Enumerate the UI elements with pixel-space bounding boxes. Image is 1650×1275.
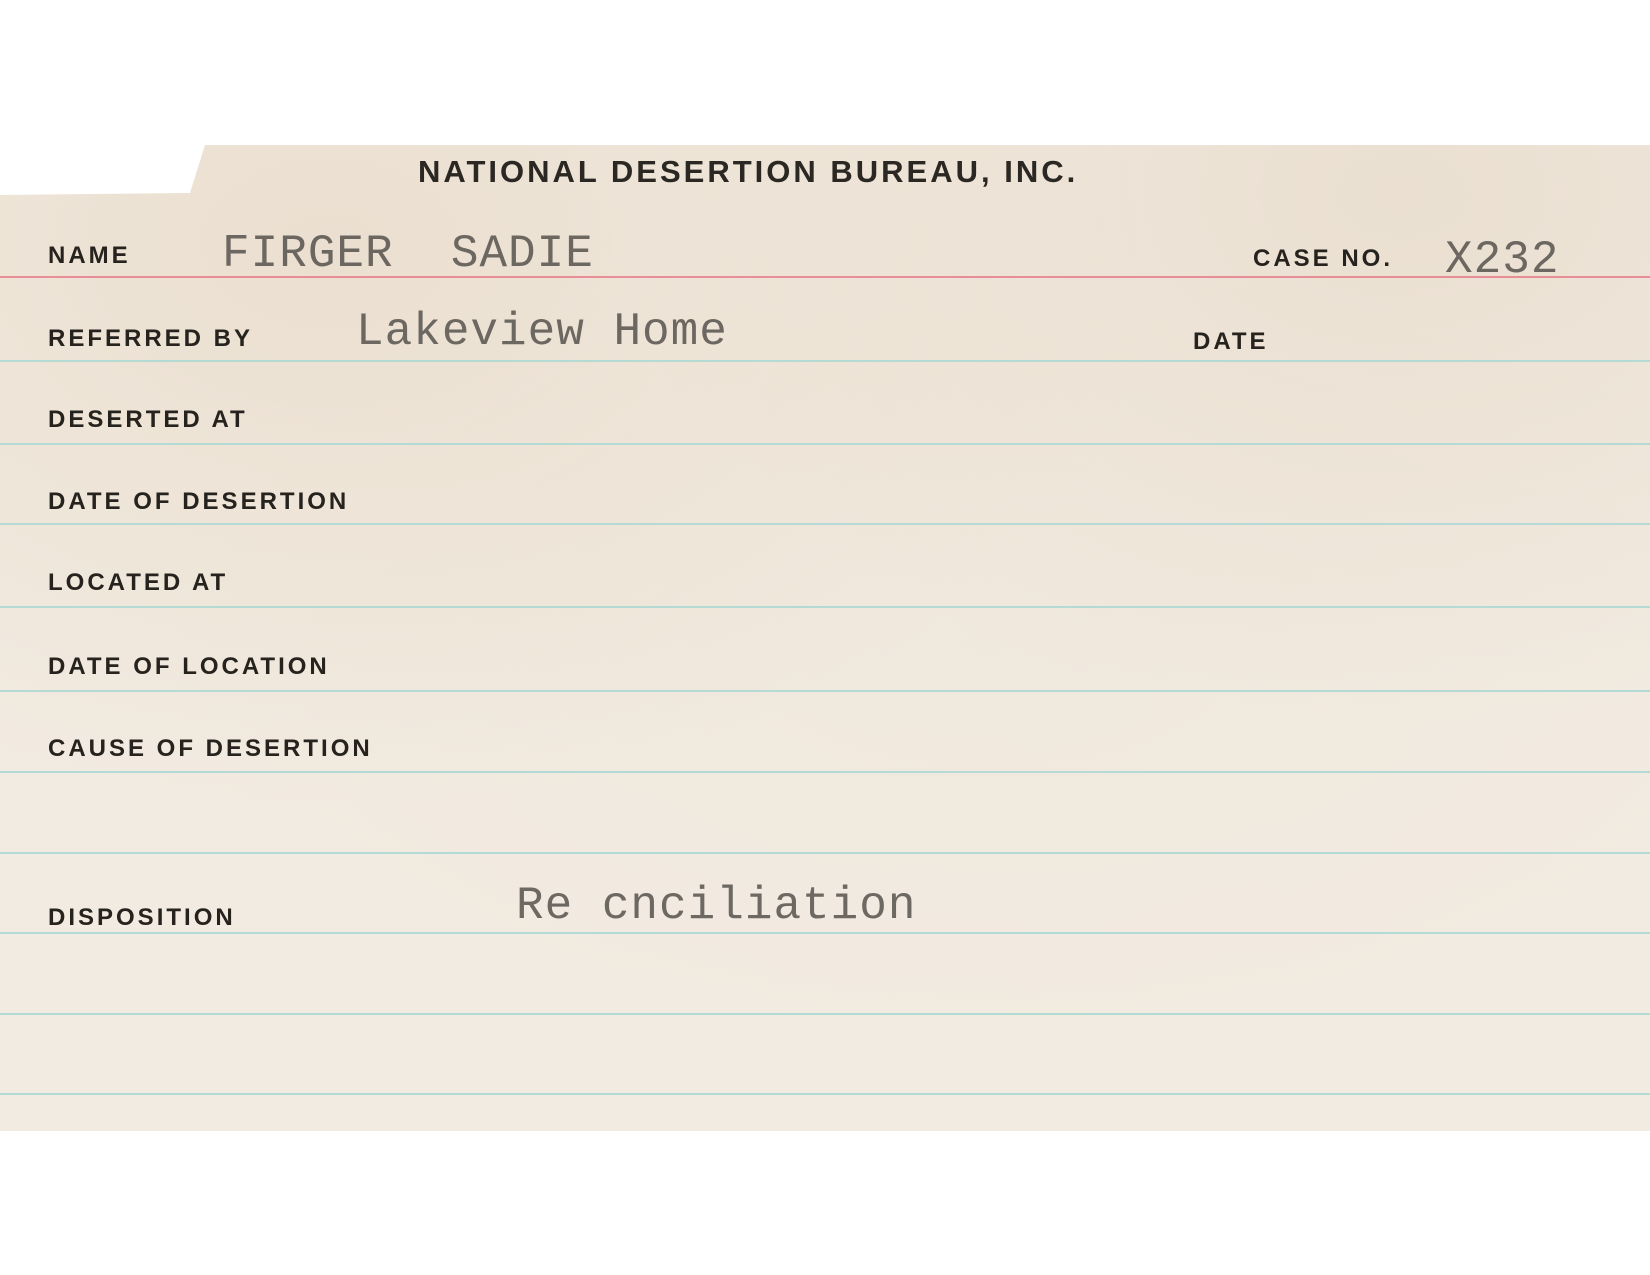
date-of-location-label: DATE OF LOCATION: [48, 653, 330, 680]
disposition-value: Re cnciliation: [516, 880, 917, 932]
rule-line: [0, 360, 1650, 362]
rule-line: [0, 852, 1650, 854]
located-at-label: LOCATED AT: [48, 569, 229, 596]
name-value: FIRGER SADIE: [222, 228, 594, 280]
deserted-at-label: DESERTED AT: [48, 406, 248, 433]
name-label: NAME: [48, 242, 131, 269]
rule-line: [0, 523, 1650, 525]
index-card: [0, 145, 1650, 1131]
rule-line: [0, 690, 1650, 692]
case-no-label: CASE NO.: [1253, 245, 1394, 272]
rule-line: [0, 771, 1650, 773]
date-of-desertion-label: DATE OF DESERTION: [48, 488, 350, 515]
referred-by-label: REFERRED BY: [48, 325, 254, 352]
disposition-label: DISPOSITION: [48, 904, 236, 931]
rule-line: [0, 1093, 1650, 1095]
case-no-value: X232: [1445, 234, 1560, 286]
date-label: DATE: [1193, 328, 1269, 355]
cause-of-desertion-label: CAUSE OF DESERTION: [48, 735, 373, 762]
rule-line: [0, 1013, 1650, 1015]
referred-by-value: Lakeview Home: [356, 306, 728, 358]
rule-line: [0, 443, 1650, 445]
rule-line: [0, 932, 1650, 934]
rule-line: [0, 606, 1650, 608]
organization-header: NATIONAL DESERTION BUREAU, INC.: [418, 154, 1079, 189]
